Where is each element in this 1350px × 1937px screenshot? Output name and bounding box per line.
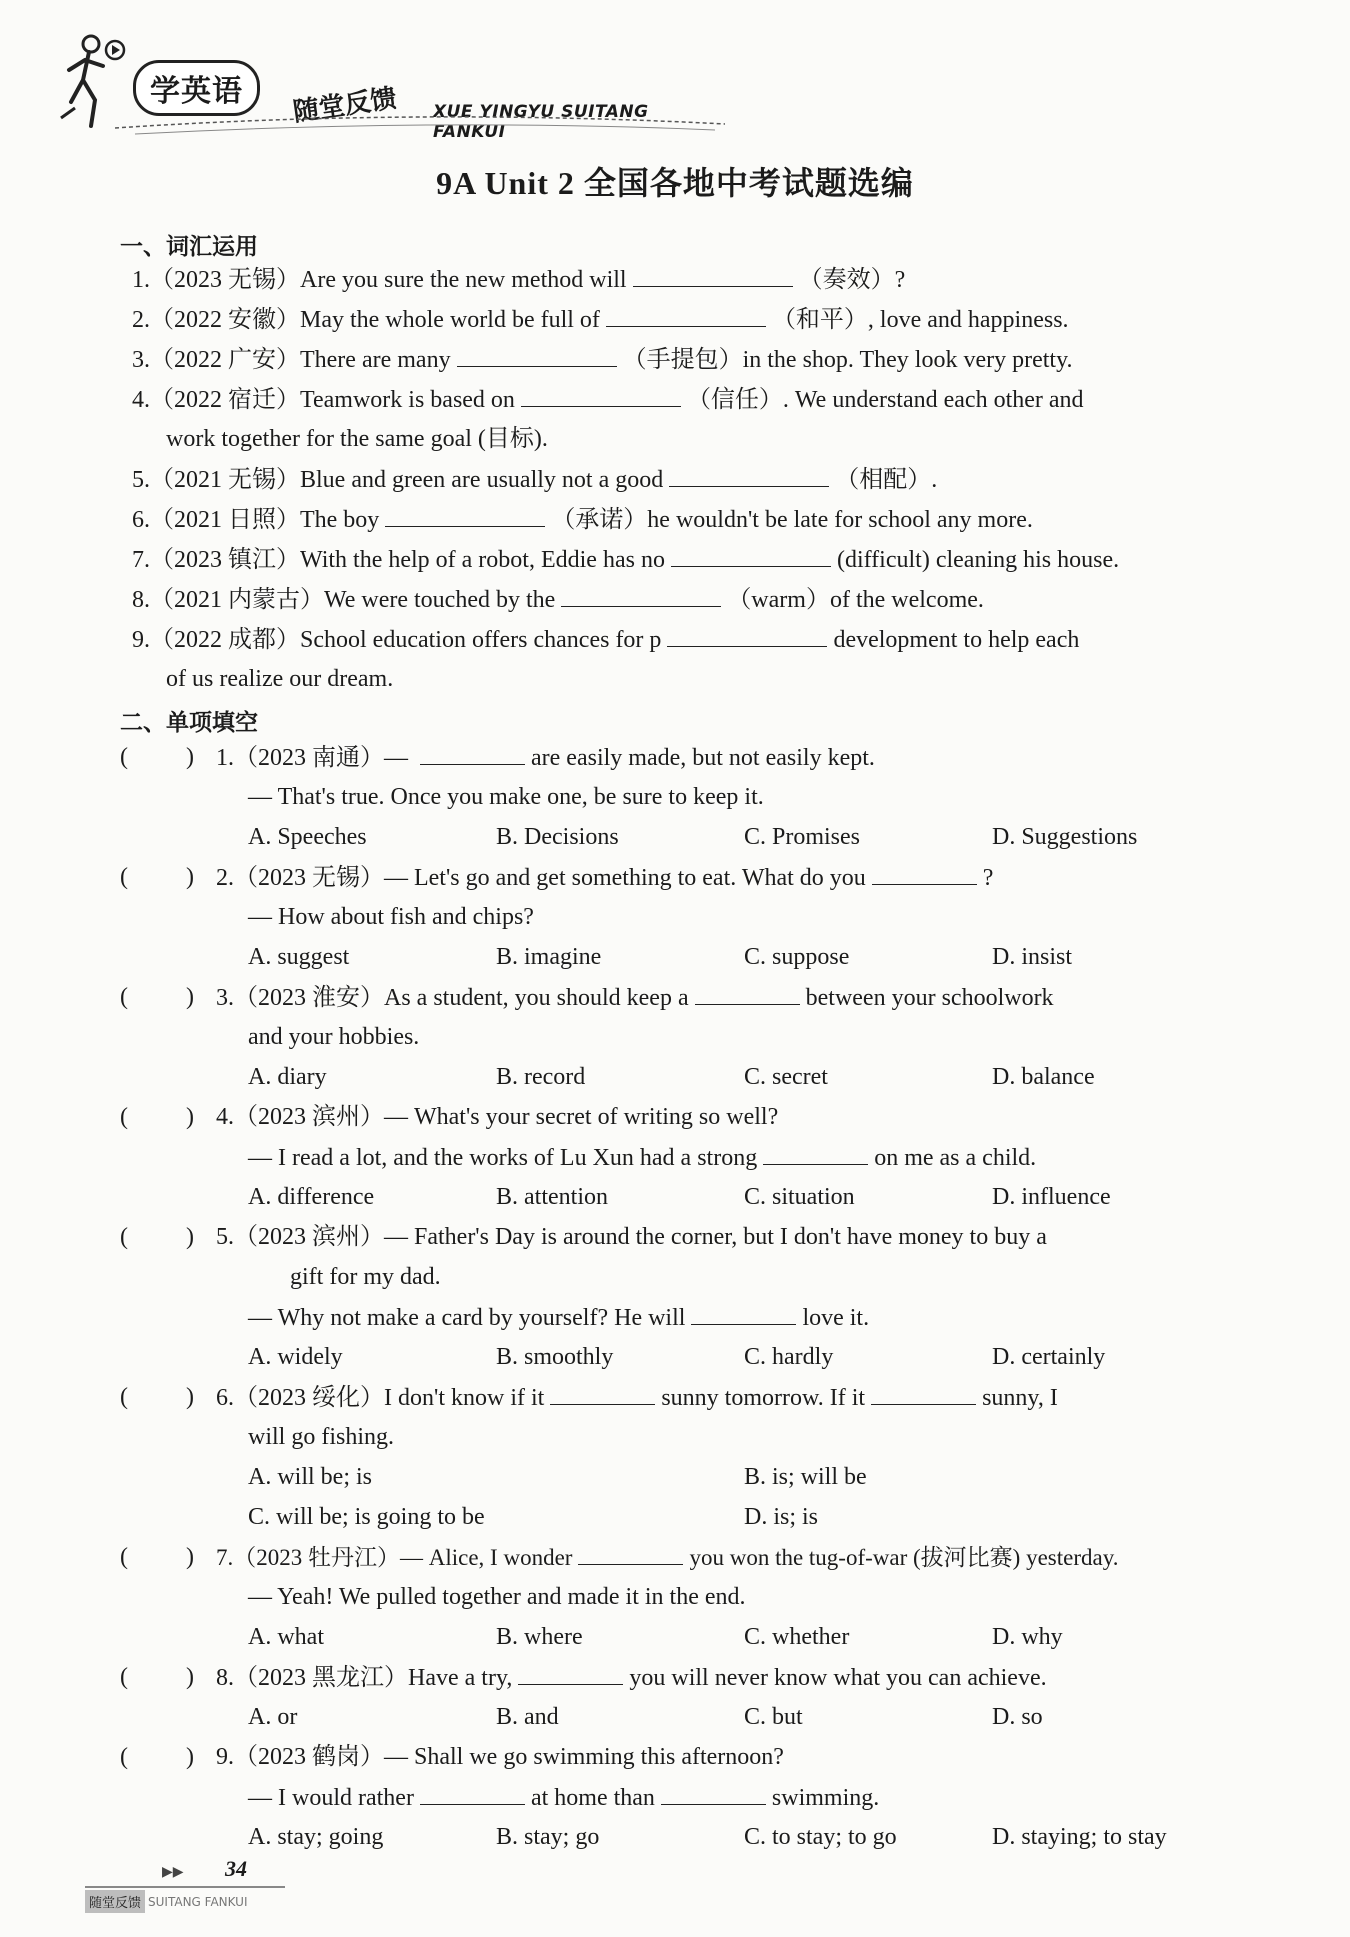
question-stem [216,740,875,775]
question-line: will go fishing. [248,1424,395,1450]
bracket-open: ( [120,984,128,1010]
bracket-open: ( [120,1744,128,1770]
vocab-text: （奏效）? [798,267,906,293]
vocab-text: development to help each [833,627,1080,653]
option-d[interactable]: D. so [992,1704,1043,1730]
bracket-close: ) [186,864,194,890]
option-b[interactable]: B. smoothly [496,1344,614,1370]
answer-blank[interactable] [661,1780,766,1805]
question-line [248,1300,869,1335]
question-stem: 5.（2023 滨州）— Father's Day is around the corner, but I don't have money to buy a [216,1224,1047,1250]
vocab-item [132,622,1079,657]
option-a[interactable]: A. suggest [248,944,350,970]
option-a[interactable]: A. what [248,1624,324,1650]
bracket-close: ) [186,1664,194,1690]
option-a[interactable]: A. stay; going [248,1824,384,1850]
option-d[interactable]: D. staying; to stay [992,1824,1167,1850]
question-line: — That's true. Once you make one, be sure to keep it. [248,784,764,810]
option-a[interactable]: A. Speeches [248,824,367,850]
vocab-text: （信任）. We understand each other and [686,387,1084,413]
question-stem: 4.（2023 滨州）— What's your secret of writing so well? [216,1104,779,1130]
question-text: — Why not make a card by yourself? He will [248,1305,686,1331]
question-text: 2.（2023 无锡）— Let's go and get something to eat. What do you [216,865,866,891]
question-line: — How about fish and chips? [248,904,534,930]
vocab-item [132,542,1119,577]
footer-badge-pinyin: SUITANG FANKUI [148,1894,248,1909]
question-text: sunny tomorrow. If it [661,1385,866,1411]
option-a[interactable]: A. difference [248,1184,375,1210]
vocab-text: 5.（2021 无锡）Blue and green are usually not a good [132,467,664,493]
answer-blank[interactable] [695,980,800,1005]
question-text: you will never know what you can achieve. [629,1665,1047,1691]
answer-blank[interactable] [420,740,525,765]
question-stem: 9.（2023 鹤岗）— Shall we go swimming this afternoon? [216,1744,784,1770]
vocab-item [132,582,984,617]
option-a[interactable]: A. diary [248,1064,327,1090]
answer-blank[interactable] [872,860,977,885]
question-line [248,1780,879,1815]
question-text: 6.（2023 绥化）I don't know if it [216,1385,545,1411]
question-text: you won the tug-of-war (拔河比赛) yesterday. [689,1545,1119,1570]
question-stem [216,980,1054,1015]
vocab-text: 3.（2022 广安）There are many [132,347,451,373]
vocab-item [132,342,1073,377]
option-c[interactable]: C. secret [744,1064,828,1090]
question-text: ? [982,865,994,891]
question-text: — I would rather [248,1785,414,1811]
question-line: gift for my dad. [290,1264,441,1290]
vocab-text: （承诺）he wouldn't be late for school any more. [551,507,1033,533]
bracket-open: ( [120,1384,128,1410]
option-c[interactable]: C. but [744,1704,803,1730]
vocab-text: （和平）, love and happiness. [771,307,1069,333]
question-text: sunny, I [982,1385,1058,1411]
vocab-item [132,382,1084,417]
vocab-item-continuation: work together for the same goal (目标). [166,426,548,452]
answer-blank[interactable] [385,502,545,527]
answer-blank[interactable] [671,542,831,567]
option-c[interactable]: C. suppose [744,944,850,970]
vocab-text: 6.（2021 日照）The boy [132,507,380,533]
answer-blank[interactable] [691,1300,796,1325]
question-text: between your schoolwork [805,985,1054,1011]
option-c[interactable]: C. will be; is going to be [248,1504,485,1530]
answer-bracket[interactable] [120,1100,194,1134]
bracket-open: ( [120,1224,128,1250]
question-stem [216,1380,1058,1415]
option-d[interactable]: D. influence [992,1184,1111,1210]
answer-blank[interactable] [763,1140,868,1165]
bracket-open: ( [120,744,128,770]
question-text: 1.（2023 南通）— [216,745,414,771]
answer-bracket[interactable] [120,1540,194,1574]
question-text: 8.（2023 黑龙江）Have a try, [216,1665,513,1691]
vocab-text: （相配）. [835,467,938,493]
vocab-text: 8.（2021 内蒙古）We were touched by the [132,587,556,613]
answer-blank[interactable] [561,582,721,607]
bracket-open: ( [120,1104,128,1130]
vocab-item [132,262,905,297]
answer-bracket[interactable] [120,860,194,894]
option-a[interactable]: A. will be; is [248,1464,372,1490]
bracket-open: ( [120,1664,128,1690]
answer-bracket[interactable] [120,980,194,1014]
option-a[interactable]: A. or [248,1704,298,1730]
bracket-close: ) [186,1224,194,1250]
vocab-text: 1.（2023 无锡）Are you sure the new method will [132,267,627,293]
answer-bracket[interactable] [120,1220,194,1254]
answer-blank[interactable] [606,302,766,327]
question-line [248,1140,1036,1175]
vocab-item [132,462,937,497]
brand-pinyin: XUE YINGYU SUITANG FANKUI [433,102,649,142]
answer-blank[interactable] [518,1660,623,1685]
bracket-close: ) [186,1384,194,1410]
answer-bracket[interactable] [120,1660,194,1694]
question-text: love it. [802,1305,870,1331]
vocab-text: 4.（2022 宿迁）Teamwork is based on [132,387,515,413]
footer-badge-label: 随堂反馈 [85,1890,145,1913]
option-d[interactable]: D. why [992,1624,1063,1650]
option-b[interactable]: B. is; will be [744,1464,867,1490]
option-b[interactable]: B. attention [496,1184,608,1210]
vocab-text: （手提包）in the shop. They look very pretty. [622,347,1073,373]
option-b[interactable]: B. and [496,1704,559,1730]
option-d[interactable]: D. insist [992,944,1073,970]
option-c[interactable]: C. whether [744,1624,850,1650]
answer-blank[interactable] [578,1540,683,1565]
question-text: at home than [530,1785,655,1811]
vocab-item-continuation: of us realize our dream. [166,666,394,692]
answer-blank[interactable] [420,1780,525,1805]
option-b[interactable]: B. Decisions [496,824,619,850]
answer-blank[interactable] [669,462,829,487]
bracket-close: ) [186,1744,194,1770]
question-stem [216,1660,1047,1695]
option-b[interactable]: B. where [496,1624,583,1650]
section-heading-multiple-choice: 二、单项填空 [120,710,258,736]
bracket-close: ) [186,1104,194,1130]
footer-badge [85,1890,248,1913]
footer-divider [85,1886,285,1888]
vocab-item [132,502,1033,537]
vocab-text: 7.（2023 镇江）With the help of a robot, Eddie has no [132,547,665,573]
page-title: 9A Unit 2 全国各地中考试题选编 [436,165,914,201]
answer-blank[interactable] [667,622,827,647]
bracket-open: ( [120,864,128,890]
answer-blank[interactable] [871,1380,976,1405]
option-b[interactable]: B. stay; go [496,1824,600,1850]
section-heading-vocabulary: 一、词汇运用 [120,234,258,260]
question-line: — Yeah! We pulled together and made it in the end. [248,1584,746,1610]
option-a[interactable]: A. widely [248,1344,343,1370]
bracket-close: ) [186,744,194,770]
option-c[interactable]: C. Promises [744,824,861,850]
option-b[interactable]: B. record [496,1064,586,1090]
vocab-item [132,302,1069,337]
vocab-text: 2.（2022 安徽）May the whole world be full of [132,307,600,333]
option-c[interactable]: C. situation [744,1184,855,1210]
page-number: 34 [225,1856,247,1881]
header-banner [55,22,695,142]
question-text: 7.（2023 牡丹江）— Alice, I wonder [216,1545,573,1570]
brand-title: 学英语 [133,60,260,116]
option-d[interactable]: D. Suggestions [992,824,1138,850]
option-d[interactable]: D. certainly [992,1344,1106,1370]
double-arrow-icon: ▶▶ [162,1865,184,1880]
option-c[interactable]: C. to stay; to go [744,1824,897,1850]
answer-bracket[interactable] [120,1740,194,1774]
question-stem [216,1540,1118,1575]
question-text: swimming. [771,1785,880,1811]
question-text: on me as a child. [874,1145,1037,1171]
bracket-close: ) [186,984,194,1010]
vocab-text: 9.（2022 成都）School education offers chances for p [132,627,662,653]
bracket-open: ( [120,1544,128,1570]
vocab-text: (difficult) cleaning his house. [836,547,1120,573]
header-swoosh-decoration [115,114,725,138]
answer-blank[interactable] [550,1380,655,1405]
option-b[interactable]: B. imagine [496,944,602,970]
option-d[interactable]: D. is; is [744,1504,819,1530]
answer-bracket[interactable] [120,740,194,774]
option-d[interactable]: D. balance [992,1064,1095,1090]
answer-blank[interactable] [633,262,793,287]
question-text: are easily made, but not easily kept. [531,745,875,771]
option-c[interactable]: C. hardly [744,1344,834,1370]
answer-blank[interactable] [457,342,617,367]
answer-bracket[interactable] [120,1380,194,1414]
question-line: and your hobbies. [248,1024,420,1050]
answer-blank[interactable] [521,382,681,407]
question-text: — I read a lot, and the works of Lu Xun had a strong [248,1145,758,1171]
vocab-text: （warm）of the welcome. [727,587,984,613]
brand-subtitle: 随堂反馈 [291,83,399,128]
question-stem [216,860,993,895]
question-text: 3.（2023 淮安）As a student, you should keep a [216,985,689,1011]
bracket-close: ) [186,1544,194,1570]
